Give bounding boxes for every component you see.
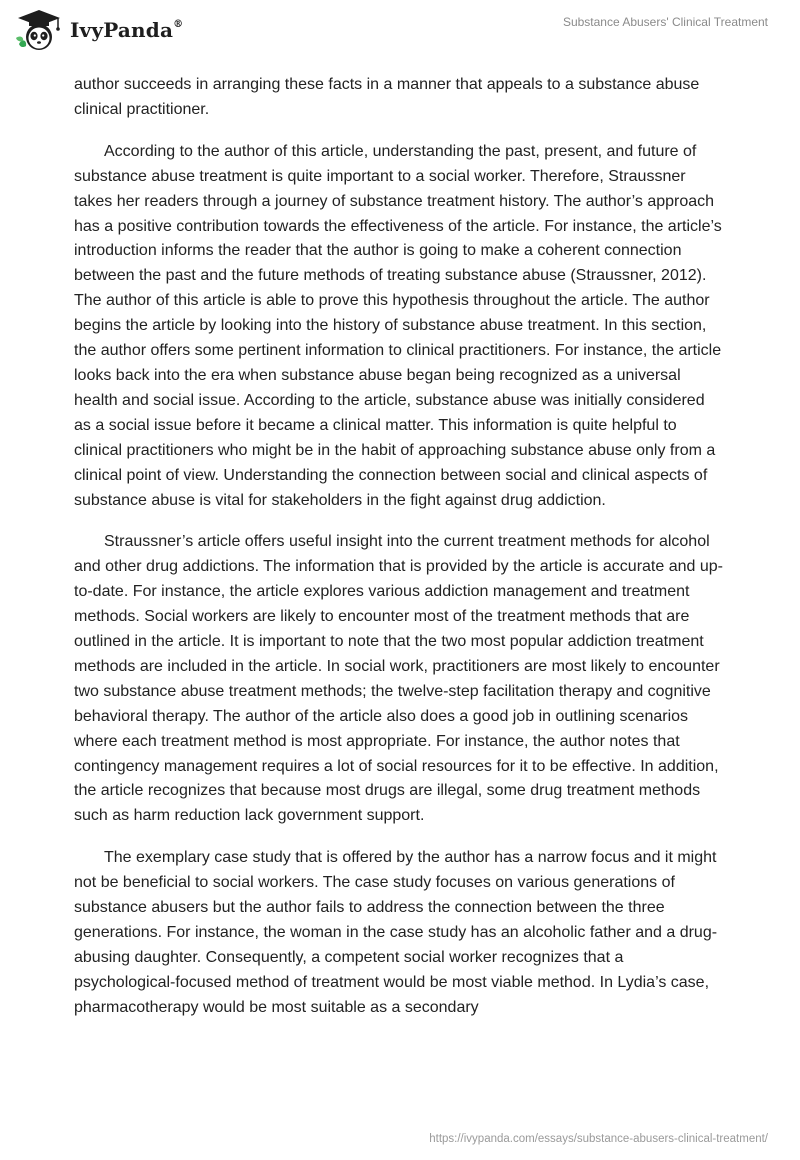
essay-body [74, 73, 724, 1038]
paragraph: Straussner’s article offers useful insight into the current treatment methods for alcohol and other drug addictions. The information that is provided by the article is accurate and up-to-date. For instance, the article explores various addiction management and treatment methods. Social workers are likely to encounter most of the treatment methods that are outlined in the article. It is important to note that the two most popular addiction treatment methods are included in the article. In social work, practitioners are most likely to encounter two substance abuse treatment methods; the twelve-step facilitation therapy and cognitive behavioral therapy. The author of the article also does a good job in outlining scenarios where each treatment method is most appropriate. For instance, the author notes that contingency management requires a lot of social resources for it to be effective. In addition, the article recognizes that because most drugs are illegal, some drug treatment methods such as harm reduction lack government support. [74, 533, 723, 825]
paragraph: According to the author of this article, understanding the past, present, and future of substance abuse treatment is quite important to a social worker. Therefore, Straussner takes her readers through a journey of substance treatment history. The author’s approach has a positive contribution towards the effectiveness of the article. For instance, the article’s introduction informs the reader that the author is going to make a coherent connection between the past and the future methods of treating substance abuse (Straussner, 2012). The author of this article is able to prove this hypothesis throughout the article. The author begins the article by looking into the history of substance abuse treatment. In this section, the author offers some pertinent information to clinical practitioners. For instance, the article looks back into the era when substance abuse began being recognized as a universal health and social issue. According to the article, substance abuse was initially considered as a social issue before it became a clinical matter. This information is quite helpful to clinical practitioners who might be in the habit of approaching substance abuse only from a clinical point of view. Understanding the connection between social and clinical aspects of substance abuse is vital for stakeholders in the fight against drug addiction. [74, 142, 722, 509]
page-header [0, 0, 800, 70]
logo[interactable] [14, 8, 183, 52]
brand-name: IvyPanda® [70, 18, 184, 42]
source-url[interactable]: https://ivypanda.com/essays/substance-abusers-clinical-treatment/ [429, 1133, 768, 1145]
document-title: Substance Abusers' Clinical Treatment [562, 15, 768, 29]
registered-mark: ® [173, 19, 184, 31]
paragraph: The exemplary case study that is offered by the author has a narrow focus and it might not be beneficial to social workers. The case study focuses on various generations of substance abusers but the author fails to address the connection between the three generations. For instance, the woman in the case study has an alcoholic father and a drug-abusing daughter. Consequently, a competent social worker recognizes that a psychological-focused method of treatment would be most viable method. In Lydia’s case, pharmacotherapy would be most suitable as a secondary [74, 849, 718, 1016]
paragraph-continued: author succeeds in arranging these facts in a manner that appeals to a substance abuse clinical practitioner. [74, 76, 700, 118]
panda-logo-icon [14, 8, 64, 52]
